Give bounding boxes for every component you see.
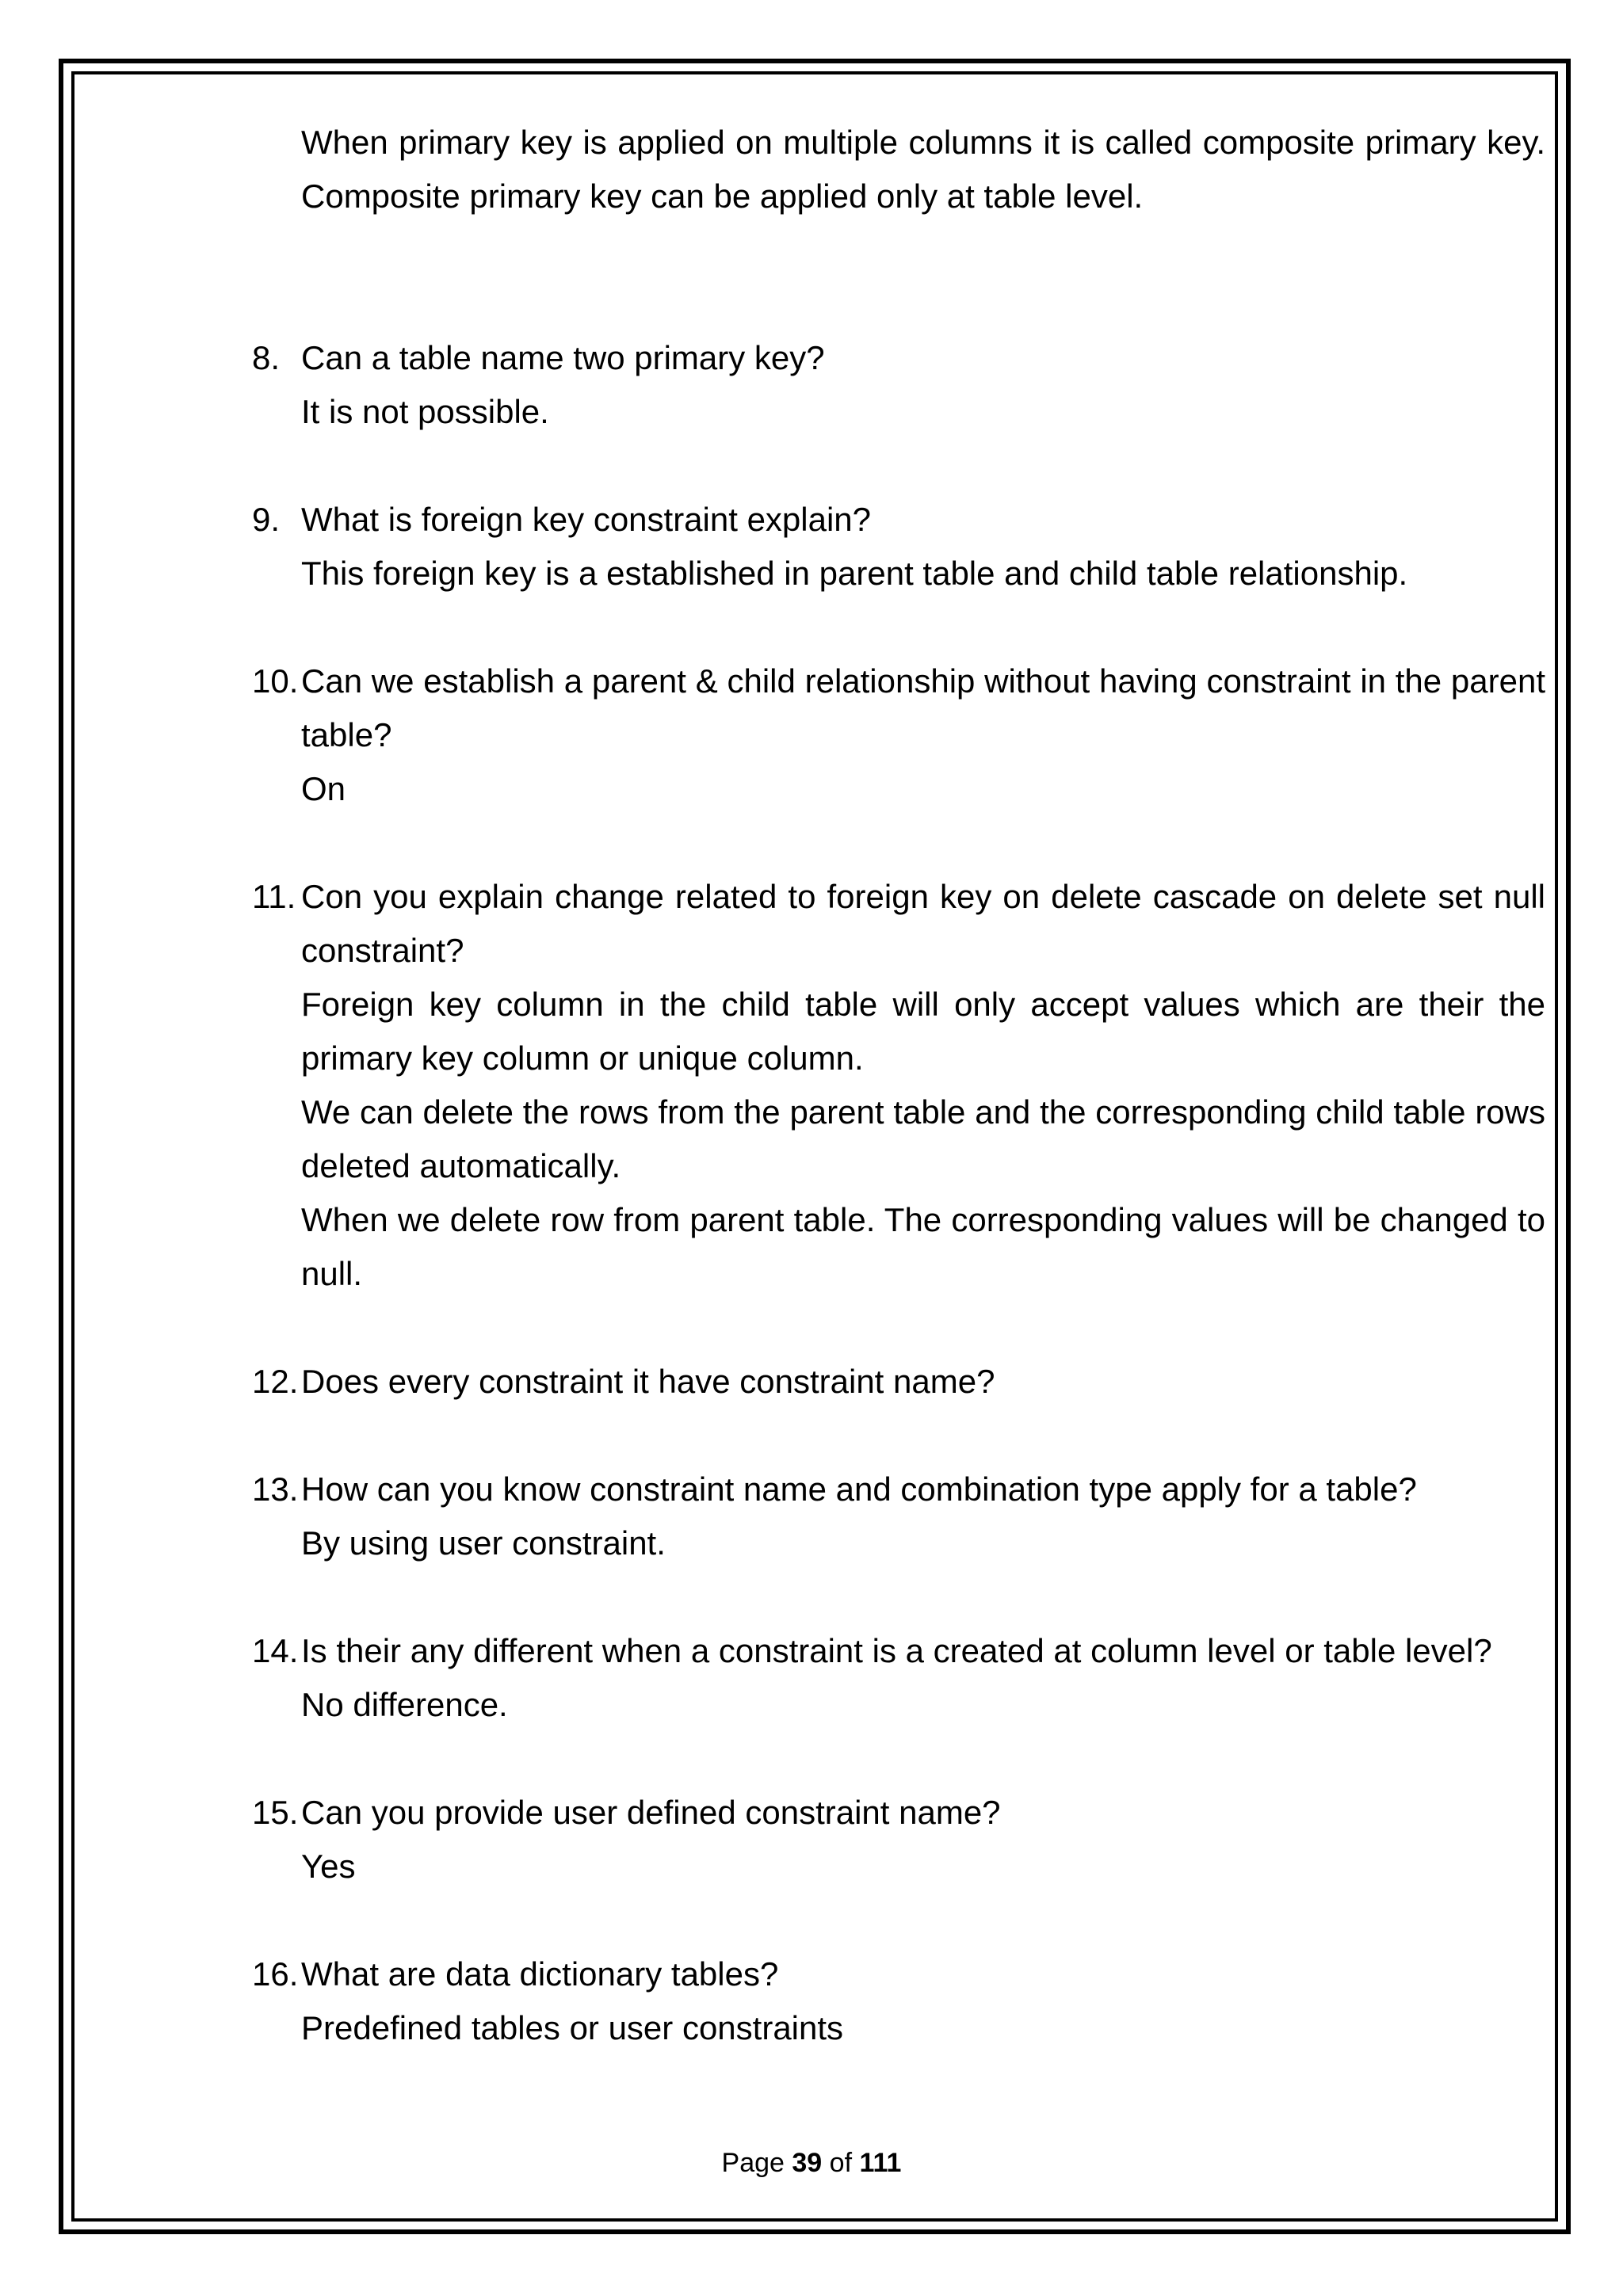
qa-question: Is their any different when a constraint is a created at column level or table level? bbox=[301, 1632, 1492, 1669]
qa-answer: Predefined tables or user constraints bbox=[301, 2009, 844, 2046]
qa-answer: This foreign key is a established in parent table and child table relationship. bbox=[301, 555, 1408, 592]
qa-item bbox=[252, 654, 1545, 816]
qa-question: Does every constraint it have constraint name? bbox=[301, 1363, 995, 1400]
qa-item bbox=[252, 1786, 1545, 1894]
qa-question: Can you provide user defined constraint name? bbox=[301, 1794, 1001, 1831]
qa-item-number: 16. bbox=[252, 1955, 299, 1993]
qa-item bbox=[252, 1624, 1545, 1732]
qa-answer: No difference. bbox=[301, 1686, 508, 1723]
qa-item bbox=[252, 1463, 1545, 1570]
footer-of-word: of bbox=[829, 2148, 853, 2178]
qa-answer: We can delete the rows from the parent table and the corresponding child table rows deleted automatically. bbox=[301, 1093, 1545, 1184]
qa-question: What are data dictionary tables? bbox=[301, 1955, 779, 1993]
qa-item-number: 12. bbox=[252, 1363, 299, 1400]
qa-answer: By using user constraint. bbox=[301, 1524, 666, 1562]
qa-question: Con you explain change related to foreign key on delete cascade on delete set null constraint? bbox=[301, 878, 1545, 969]
qa-item bbox=[252, 1947, 1545, 2055]
qa-answer: Yes bbox=[301, 1848, 356, 1885]
qa-answer: Foreign key column in the child table will only accept values which are their the primary key column or unique column. bbox=[301, 986, 1545, 1077]
qa-item-number: 10. bbox=[252, 662, 299, 700]
qa-item-number: 14. bbox=[252, 1632, 299, 1669]
qa-item-number: 8. bbox=[252, 339, 281, 376]
footer-page-number: 39 bbox=[792, 2148, 823, 2178]
qa-question: Can a table name two primary key? bbox=[301, 339, 825, 376]
footer-page-total: 111 bbox=[859, 2148, 902, 2178]
qa-item bbox=[252, 331, 1545, 439]
qa-answer: It is not possible. bbox=[301, 393, 549, 430]
page-content bbox=[252, 116, 1545, 2055]
qa-answer: On bbox=[301, 770, 346, 807]
qa-item bbox=[252, 870, 1545, 1301]
qa-item bbox=[252, 1355, 1545, 1409]
intro-paragraph: When primary key is applied on multiple columns it is called composite primary key. Composite primary key can be applied only at table level. bbox=[301, 124, 1545, 215]
page-footer bbox=[0, 2144, 1623, 2182]
qa-item-number: 13. bbox=[252, 1470, 299, 1508]
qa-item-number: 11. bbox=[252, 878, 296, 915]
qa-item-number: 9. bbox=[252, 501, 281, 538]
qa-answer: When we delete row from parent table. The corresponding values will be changed to null. bbox=[301, 1201, 1545, 1292]
qa-question: Can we establish a parent & child relationship without having constraint in the parent table? bbox=[301, 662, 1545, 753]
qa-list bbox=[252, 331, 1545, 2055]
qa-item bbox=[252, 493, 1545, 601]
intro-block bbox=[301, 116, 1545, 223]
qa-question: What is foreign key constraint explain? bbox=[301, 501, 872, 538]
footer-page-word: Page bbox=[721, 2148, 785, 2178]
qa-item-number: 15. bbox=[252, 1794, 299, 1831]
qa-question: How can you know constraint name and combination type apply for a table? bbox=[301, 1470, 1417, 1508]
